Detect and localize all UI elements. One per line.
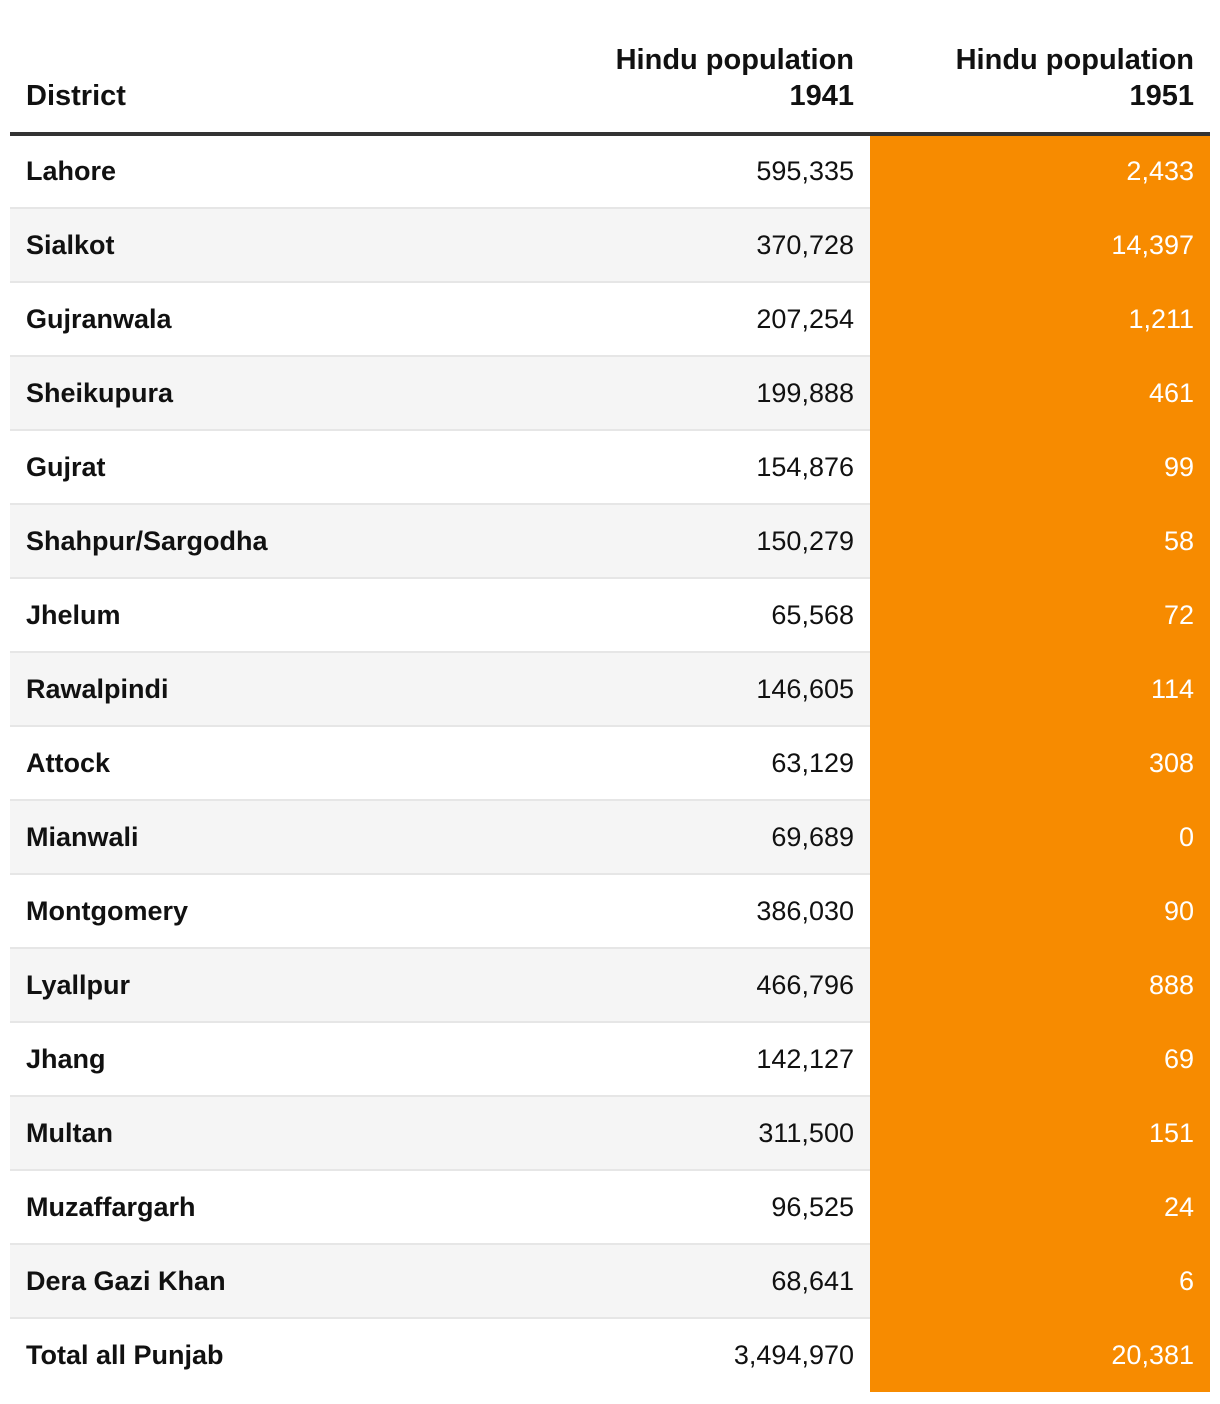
table-row [10,134,1210,208]
cell-population-1951: 151 [870,1096,1210,1170]
cell-population-1941: 96,525 [410,1170,870,1244]
header-population-1941 [410,0,870,134]
cell-population-1941: 311,500 [410,1096,870,1170]
cell-population-1941: 199,888 [410,356,870,430]
cell-population-1941: 595,335 [410,134,870,208]
cell-population-1951: 1,211 [870,282,1210,356]
table-row [10,726,1210,800]
cell-district: Mianwali [10,800,410,874]
header-district: District [10,0,410,134]
cell-population-1941: 150,279 [410,504,870,578]
cell-population-1941: 146,605 [410,652,870,726]
table-body [10,134,1210,1392]
table-row [10,800,1210,874]
table-row [10,652,1210,726]
cell-district: Lyallpur [10,948,410,1022]
table-row [10,1244,1210,1318]
cell-population-1951: 90 [870,874,1210,948]
cell-district: Dera Gazi Khan [10,1244,410,1318]
table-row [10,1096,1210,1170]
hindu-population-table [10,0,1210,1392]
cell-district: Gujrat [10,430,410,504]
cell-population-1941: 69,689 [410,800,870,874]
table-row [10,208,1210,282]
cell-population-1951: 461 [870,356,1210,430]
table-row [10,282,1210,356]
cell-population-1941: 63,129 [410,726,870,800]
table-row [10,948,1210,1022]
table-row [10,430,1210,504]
table-row [10,1022,1210,1096]
cell-population-1951: 6 [870,1244,1210,1318]
cell-population-1951: 69 [870,1022,1210,1096]
cell-population-1941: 466,796 [410,948,870,1022]
cell-district: Sialkot [10,208,410,282]
table-row [10,1170,1210,1244]
cell-population-1941: 142,127 [410,1022,870,1096]
cell-population-1951: 114 [870,652,1210,726]
cell-population-1941: 370,728 [410,208,870,282]
cell-district: Sheikupura [10,356,410,430]
table-row [10,356,1210,430]
cell-district: Multan [10,1096,410,1170]
cell-population-1941: 207,254 [410,282,870,356]
table-row [10,578,1210,652]
cell-population-1951: 308 [870,726,1210,800]
header-population-1951 [870,0,1210,134]
header-row [10,0,1210,134]
header-1941-year: 1941 [789,80,854,112]
cell-population-1941: 154,876 [410,430,870,504]
cell-district: Montgomery [10,874,410,948]
cell-population-1951: 58 [870,504,1210,578]
cell-district: Gujranwala [10,282,410,356]
header-1951-year: 1951 [1129,80,1194,112]
cell-population-1951: 888 [870,948,1210,1022]
table-row [10,874,1210,948]
cell-population-1951: 20,381 [870,1318,1210,1392]
table-header [10,0,1210,134]
cell-population-1951: 24 [870,1170,1210,1244]
cell-population-1951: 99 [870,430,1210,504]
cell-district: Total all Punjab [26,1340,224,1370]
cell-district: Jhelum [10,578,410,652]
table-row [10,1318,1210,1392]
cell-population-1951: 0 [870,800,1210,874]
cell-district: Muzaffargarh [10,1170,410,1244]
cell-district: Rawalpindi [10,652,410,726]
cell-district: Shahpur/Sargodha [10,504,410,578]
cell-population-1941: 3,494,970 [733,1340,854,1370]
cell-district: Jhang [10,1022,410,1096]
header-1951-label: Hindu population [955,44,1194,76]
cell-population-1951: 2,433 [870,134,1210,208]
cell-district: Attock [10,726,410,800]
cell-population-1941: 68,641 [410,1244,870,1318]
cell-population-1951: 14,397 [870,208,1210,282]
cell-population-1941: 65,568 [410,578,870,652]
cell-district: Lahore [10,134,410,208]
cell-population-1951: 72 [870,578,1210,652]
population-table-container [10,0,1210,1392]
table-row [10,504,1210,578]
cell-population-1941: 386,030 [410,874,870,948]
header-1941-label: Hindu population [615,44,854,76]
